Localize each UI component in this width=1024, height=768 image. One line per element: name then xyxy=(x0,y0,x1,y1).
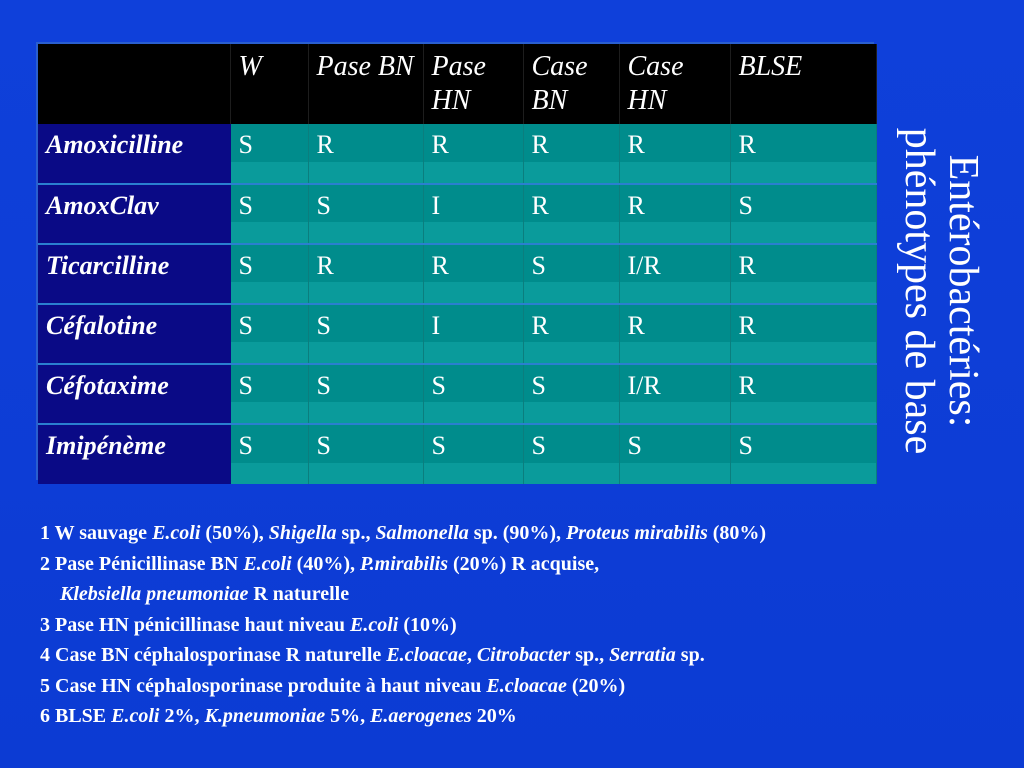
table-cell: S xyxy=(523,244,619,304)
footnote-text: 2%, xyxy=(159,705,205,727)
footnote-text: (20%) xyxy=(566,674,626,697)
table-cell: R xyxy=(619,184,730,244)
footnote-line xyxy=(40,610,1010,641)
table-cell: I xyxy=(423,304,523,364)
table-cell: S xyxy=(523,424,619,484)
footnote-text: (10%) xyxy=(398,613,457,636)
table-cell: R xyxy=(308,124,423,184)
table-cell: R xyxy=(523,304,619,364)
footnote-species: E.cloacae xyxy=(386,644,467,666)
header-cell-case-hn: Case HN xyxy=(619,44,730,124)
phenotype-table-grid xyxy=(38,44,877,484)
table-cell: S xyxy=(308,184,423,244)
table-cell: R xyxy=(730,304,876,364)
footnote-line xyxy=(40,549,1010,580)
table-cell: I/R xyxy=(619,364,730,424)
table-cell: S xyxy=(308,304,423,364)
table-row xyxy=(38,244,876,304)
footnote-line xyxy=(40,579,1010,610)
footnote-text: 4 Case BN céphalosporinase R naturelle xyxy=(40,644,387,666)
header-cell-w: W xyxy=(230,44,308,124)
footnote-species: Shigella xyxy=(268,522,337,544)
table-cell: R xyxy=(523,124,619,184)
footnote-text: 1 W sauvage xyxy=(40,522,153,544)
footnote-species: K.pneumoniae xyxy=(204,705,326,727)
footnote-line xyxy=(40,671,1010,702)
footnote-line xyxy=(40,701,1010,732)
table-cell: S xyxy=(308,364,423,424)
phenotype-table xyxy=(36,42,874,480)
footnote-text: 5%, xyxy=(325,705,371,727)
table-cell: S xyxy=(230,304,308,364)
footnote-text: R naturelle xyxy=(248,583,350,605)
footnote-text: sp., xyxy=(570,644,610,666)
footnote-text: , xyxy=(466,644,477,666)
table-row xyxy=(38,124,876,184)
table-cell: S xyxy=(423,364,523,424)
table-cell: S xyxy=(730,424,876,484)
footnote-text: 2 Pase Pénicillinase BN xyxy=(40,552,244,575)
table-cell: S xyxy=(230,244,308,304)
footnote-line xyxy=(40,518,1010,549)
row-label: Amoxicilline xyxy=(38,124,230,184)
table-cell: R xyxy=(619,304,730,364)
footnote-species: E.coli xyxy=(243,552,292,575)
slide-title-svg xyxy=(880,86,992,496)
footnote-species: Salmonella xyxy=(375,522,469,544)
title-line-2: phénotypes de base xyxy=(896,127,942,455)
row-label: AmoxClav xyxy=(38,184,230,244)
footnote-species: Serratia xyxy=(609,644,676,666)
table-cell: R xyxy=(523,184,619,244)
footnote-species: E.coli xyxy=(350,613,399,636)
footnote-text: 3 Pase HN pénicillinase haut niveau xyxy=(40,613,351,636)
table-cell: R xyxy=(730,364,876,424)
footnote-text: sp., xyxy=(336,522,376,544)
footnote-text: 5 Case HN céphalosporinase produite à haut niveau xyxy=(40,674,487,697)
table-cell: S xyxy=(230,424,308,484)
footnote-text: 6 BLSE xyxy=(40,705,112,727)
table-row xyxy=(38,304,876,364)
header-cell-pase-hn: Pase HN xyxy=(423,44,523,124)
table-cell: R xyxy=(423,244,523,304)
table-cell: I xyxy=(423,184,523,244)
row-label: Imipénème xyxy=(38,424,230,484)
footnote-species: E.coli xyxy=(111,705,160,727)
footnote-text: sp. xyxy=(675,644,705,666)
table-cell: R xyxy=(308,244,423,304)
footnote-species: P.mirabilis xyxy=(360,552,448,575)
row-label: Céfalotine xyxy=(38,304,230,364)
footnote-species: E.coli xyxy=(152,522,201,544)
footnote-text: sp. (90%), xyxy=(468,522,567,544)
table-cell: I/R xyxy=(619,244,730,304)
footnotes xyxy=(40,518,1010,732)
table-cell: S xyxy=(730,184,876,244)
table-cell: R xyxy=(619,124,730,184)
footnote-text: (80%) xyxy=(707,522,767,544)
footnote-species: Klebsiella pneumoniae xyxy=(60,583,249,605)
header-cell-blse: BLSE xyxy=(730,44,876,124)
title-line-1: Entérobactéries: xyxy=(940,154,986,428)
table-cell: R xyxy=(730,124,876,184)
table-cell: R xyxy=(423,124,523,184)
header-cell-case-bn: Case BN xyxy=(523,44,619,124)
header-cell-corner xyxy=(38,44,230,124)
table-cell: S xyxy=(523,364,619,424)
table-cell: S xyxy=(423,424,523,484)
table-row xyxy=(38,424,876,484)
footnote-species: Citrobacter xyxy=(476,644,571,666)
row-label: Ticarcilline xyxy=(38,244,230,304)
footnote-text: (40%), xyxy=(291,552,360,575)
table-cell: S xyxy=(230,364,308,424)
table-cell: S xyxy=(230,184,308,244)
footnote-text: (20%) R acquise, xyxy=(448,552,600,575)
row-label: Céfotaxime xyxy=(38,364,230,424)
footnote-species: E.aerogenes xyxy=(370,705,472,727)
table-row xyxy=(38,364,876,424)
footnote-line xyxy=(40,640,1010,671)
footnote-species: Proteus mirabilis xyxy=(566,522,708,544)
footnote-species: E.cloacae xyxy=(486,674,567,697)
footnote-text: (50%), xyxy=(200,522,269,544)
slide-title xyxy=(880,86,992,496)
header-cell-pase-bn: Pase BN xyxy=(308,44,423,124)
footnote-text: 20% xyxy=(471,705,517,727)
table-cell: S xyxy=(230,124,308,184)
table-row xyxy=(38,184,876,244)
table-cell: S xyxy=(619,424,730,484)
table-cell: R xyxy=(730,244,876,304)
table-header-row xyxy=(38,44,876,124)
table-cell: S xyxy=(308,424,423,484)
